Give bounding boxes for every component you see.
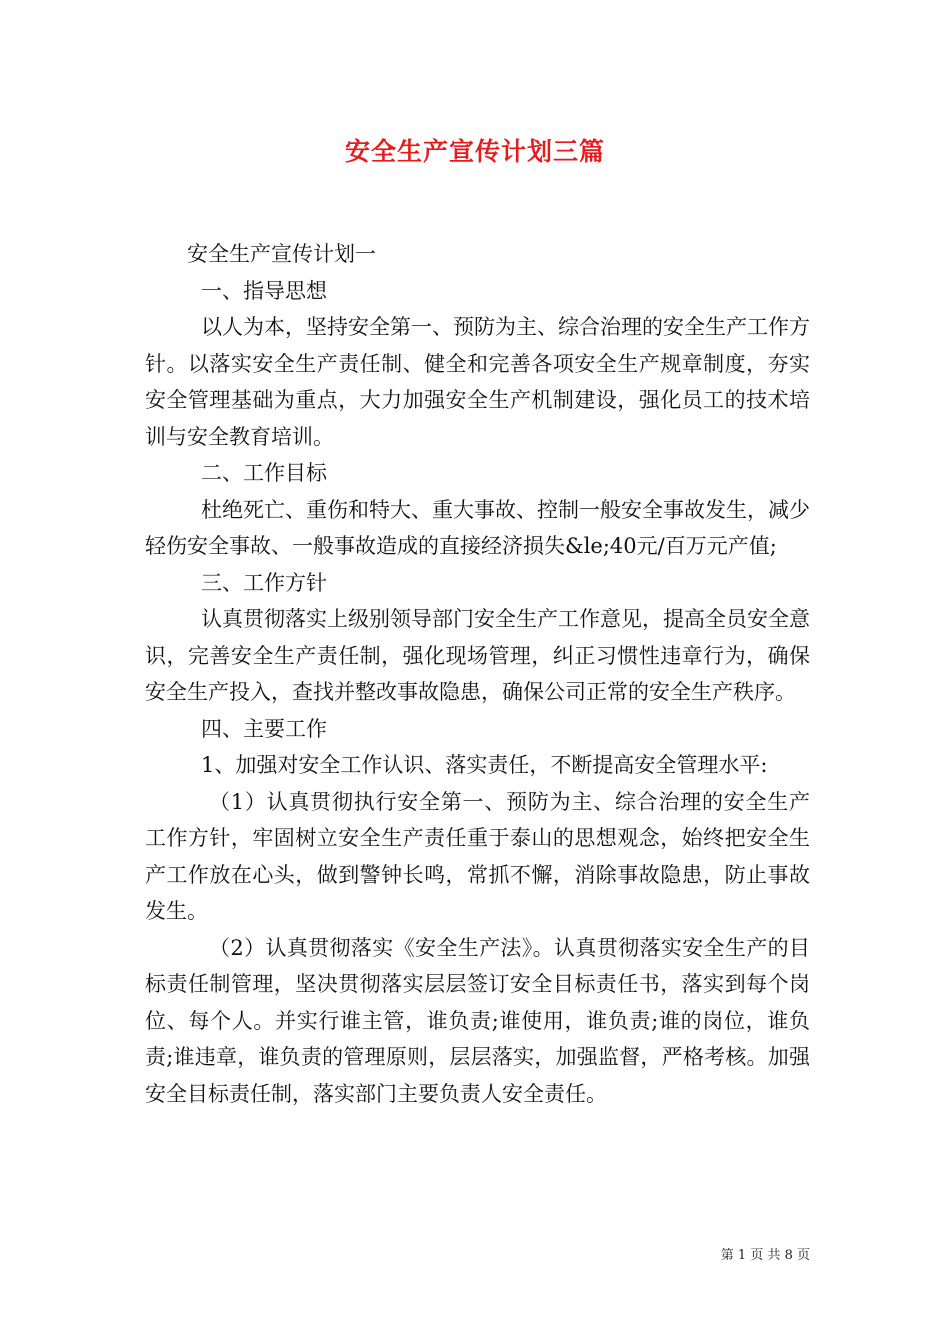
paragraph-2: 杜绝死亡、重伤和特大、重大事故、控制一般安全事故发生，减少轻伤安全事故、一般事故造成的直接经济损失&le;40元/百万元产值; xyxy=(145,497,810,558)
paragraph-1: 以人为本，坚持安全第一、预防为主、综合治理的安全生产工作方针。以落实安全生产责任制、健全和完善各项安全生产规章制度，夯实安全管理基础为重点，大力加强安全生产机制建设，强化员工的技术培训与安全教育培训。 xyxy=(145,315,810,449)
section-heading-2: 二、工作目标 xyxy=(201,461,327,485)
page-number: 第 1 页 共 8 页 xyxy=(720,1248,810,1263)
section-heading-4: 四、主要工作 xyxy=(201,716,327,741)
section-heading-1: 一、指导思想 xyxy=(201,278,327,303)
list-item-1-2: （2）认真贯彻落实《安全生产法》。认真贯彻落实安全生产的目标责任制管理，坚决贯彻落实层层签订安全目标责任书，落实到每个岗位、每个人。并实行谁主管，谁负责;谁使用，谁负责;谁的岗位，谁负责;谁违章，谁负责的管理原则，层层落实，加强监督，严格考核。加强安全目标责任制，落实部门主要负责人安全责任。 xyxy=(145,935,810,1106)
list-item-1-1: （1）认真贯彻执行安全第一、预防为主、综合治理的安全生产工作方针，牢固树立安全生产责任重于泰山的思想观念，始终把安全生产工作放在心头，做到警钟长鸣，常抓不懈，消除事故隐患，防止事故发生。 xyxy=(145,789,810,923)
list-item-1: 1、加强对安全工作认识、落实责任，不断提高安全管理水平: xyxy=(201,753,768,777)
document-title: 安全生产宣传计划三篇 xyxy=(344,137,605,166)
document-body xyxy=(145,236,810,1112)
section-subtitle: 安全生产宣传计划一 xyxy=(187,242,376,266)
section-heading-3: 三、工作方针 xyxy=(201,570,327,595)
paragraph-3: 认真贯彻落实上级别领导部门安全生产工作意见，提高全员安全意识，完善安全生产责任制，强化现场管理，纠正习惯性违章行为，确保安全生产投入，查找并整改事故隐患，确保公司正常的安全生产秩序。 xyxy=(145,607,810,704)
